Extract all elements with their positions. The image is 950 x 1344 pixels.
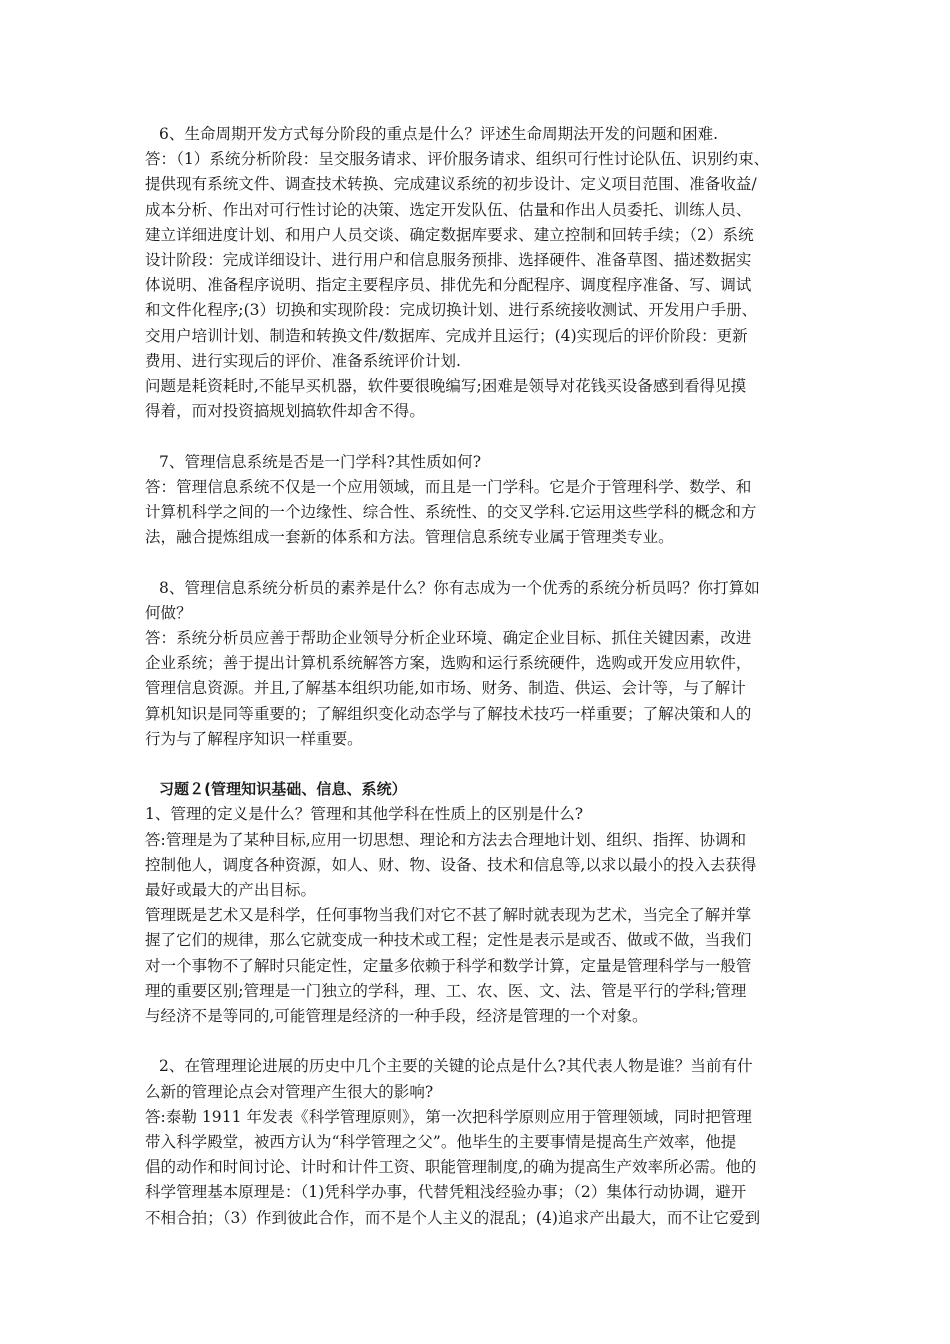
- answer-6-line: 和文件化程序;(3）切换和实现阶段：完成切换计划、进行系统接收测试、开发用户手册、: [145, 301, 758, 320]
- question-7: [145, 450, 825, 475]
- section2-answer-2-line: 倡的动作和时间讨论、计时和计件工资、职能管理制度,的确为提高生产效率所必需。他的: [145, 1158, 757, 1177]
- section2-answer-1-line: 对一个事物不了解时只能定性，定量多依赖于科学和数学计算，定量是管理科学与一般管: [145, 956, 752, 975]
- section-title: 习题２(管理知识基础、信息、系统）: [159, 780, 407, 799]
- answer-7: [145, 475, 825, 551]
- section2-answer-1-line: 握了它们的规律，那么它就变成一种技术或工程；定性是表示是或否、做或不做，当我们: [145, 931, 752, 950]
- section2-answer-2-line: 科学管理基本原理是：（1)凭科学办事，代替凭粗浅经验办事；（2）集体行动协调，避开: [145, 1183, 747, 1202]
- question-8-line: 8、管理信息系统分析员的素养是什么？你有志成为一个优秀的系统分析员吗？你打算如: [159, 578, 760, 597]
- section2-answer-1-line: 管理既是艺术又是科学，任何事物当我们对它不甚了解时就表现为艺术，当完全了解并掌: [145, 906, 752, 925]
- answer-8-line: 算机知识是同等重要的；了解组织变化动态学与了解技术技巧一样重要；了解决策和人的: [145, 704, 752, 723]
- section2-answer-1-line: 最好或最大的产出目标。: [145, 881, 317, 900]
- answer-6-line: 成本分析、作出对可行性讨论的决策、选定开发队伍、估量和作出人员委托、训练人员、: [145, 200, 752, 219]
- paragraph-gap: [145, 1029, 825, 1054]
- document-body: [145, 122, 825, 1231]
- answer-6-line: 答：（1）系统分析阶段：呈交服务请求、评价服务请求、组织可行性讨论队伍、识别约束、: [145, 150, 770, 169]
- section2-question-2: [145, 1054, 825, 1104]
- section2-answer-2-line: 不相合拍；（3）作到彼此合作，而不是个人主义的混乱；(4)追求产出最大，而不让它爱到: [145, 1208, 761, 1227]
- answer-6: [145, 147, 825, 424]
- section2-answer-2-line: 带入科学殿堂，被西方认为“科学管理之父”。他毕生的主要事情是提高生产效率，他提: [145, 1133, 737, 1152]
- section2-question-1: [145, 802, 825, 827]
- answer-7-line: 计算机科学之间的一个边缘性、综合性、系统性、的交叉学科.它运用这些学科的概念和方: [145, 503, 757, 522]
- paragraph-gap: [145, 752, 825, 777]
- question-8: [145, 576, 825, 626]
- answer-8-line: 答：系统分析员应善于帮助企业领导分析企业环境、确定企业目标、抓住关键因素，改进: [145, 629, 752, 648]
- answer-6-line: 建立详细进度计划、和用户人员交谈、确定数据库要求、建立控制和回转手续；（2）系统: [145, 225, 754, 244]
- section2-answer-1-line: 理的重要区别;管理是一门独立的学科，理、工、农、医、文、法、管是平行的学科;管理: [145, 981, 747, 1000]
- answer-6-line: 费用、进行实现后的评价、准备系统评价计划.: [145, 351, 461, 370]
- question-7-text: 7、管理信息系统是否是一门学科?其性质如何?: [159, 452, 482, 471]
- section2-answer-2: [145, 1105, 825, 1231]
- answer-6-line: 设计阶段：完成详细设计、进行用户和信息服务预排、选择硬件、准备草图、描述数据实: [145, 251, 752, 270]
- answer-8: [145, 626, 825, 752]
- answer-8-line: 行为与了解程序知识一样重要。: [145, 729, 363, 748]
- section2-answer-1-line: 答:管理是为了某种目标,应用一切思想、理论和方法去合理地计划、组织、指挥、协调和: [145, 830, 747, 849]
- answer-6-line: 问题是耗资耗时,不能早买机器，软件要很晚编写;困难是领导对花钱买设备感到看得见摸: [145, 377, 747, 396]
- question-8-line: 何做？: [145, 603, 192, 622]
- section2-question-2-line: 么新的管理论点会对管理产生很大的影响?: [145, 1082, 434, 1101]
- section2-answer-1-line: 与经济不是等同的,可能管理是经济的一种手段，经济是管理的一个对象。: [145, 1007, 648, 1026]
- section2-answer-1: [145, 828, 825, 1030]
- question-6-text: 6、生命周期开发方式每分阶段的重点是什么？评述生命周期法开发的问题和困难.: [159, 125, 719, 143]
- section2-answer-2-line: 答:泰勒 1911 年发表《科学管理原则》，第一次把科学原则应用于管理领域，同时把管理: [145, 1107, 752, 1126]
- answer-7-line: 答：管理信息系统不仅是一个应用领域，而且是一门学科。它是介于管理科学、数学、和: [145, 477, 752, 496]
- question-6: [145, 122, 825, 147]
- section2-question-2-line: 2、在管理理论进展的历史中几个主要的关键的论点是什么?其代表人物是谁？当前有什: [159, 1057, 753, 1076]
- answer-6-line: 提供现有系统文件、调查技术转换、完成建议系统的初步设计、定义项目范围、准备收益/: [145, 175, 757, 194]
- answer-6-line: 体说明、准备程序说明、指定主要程序员、排优先和分配程序、调度程序准备、写、调试: [145, 276, 752, 295]
- paragraph-gap: [145, 424, 825, 449]
- section2-answer-1-line: 控制他人，调度各种资源，如人、财、物、设备、技术和信息等,以求以最小的投入去获得: [145, 855, 757, 874]
- paragraph-gap: [145, 550, 825, 575]
- answer-6-line: 交用户培训计划、制造和转换文件/数据库、完成并且运行；(4)实现后的评价阶段：更新: [145, 326, 748, 345]
- answer-7-line: 法，融合提炼组成一套新的体系和方法。管理信息系统专业属于管理类专业。: [145, 528, 674, 547]
- answer-6-line: 得着，而对投资搞规划搞软件却舍不得。: [145, 402, 425, 421]
- answer-8-line: 管理信息资源。并且,了解基本组织功能,如市场、财务、制造、供运、会计等，与了解计: [145, 679, 746, 698]
- answer-8-line: 企业系统；善于提出计算机系统解答方案，选购和运行系统硬件，选购或开发应用软件，: [145, 654, 752, 673]
- section2-question-1-text: 1、管理的定义是什么？管理和其他学科在性质上的区别是什么?: [145, 805, 584, 824]
